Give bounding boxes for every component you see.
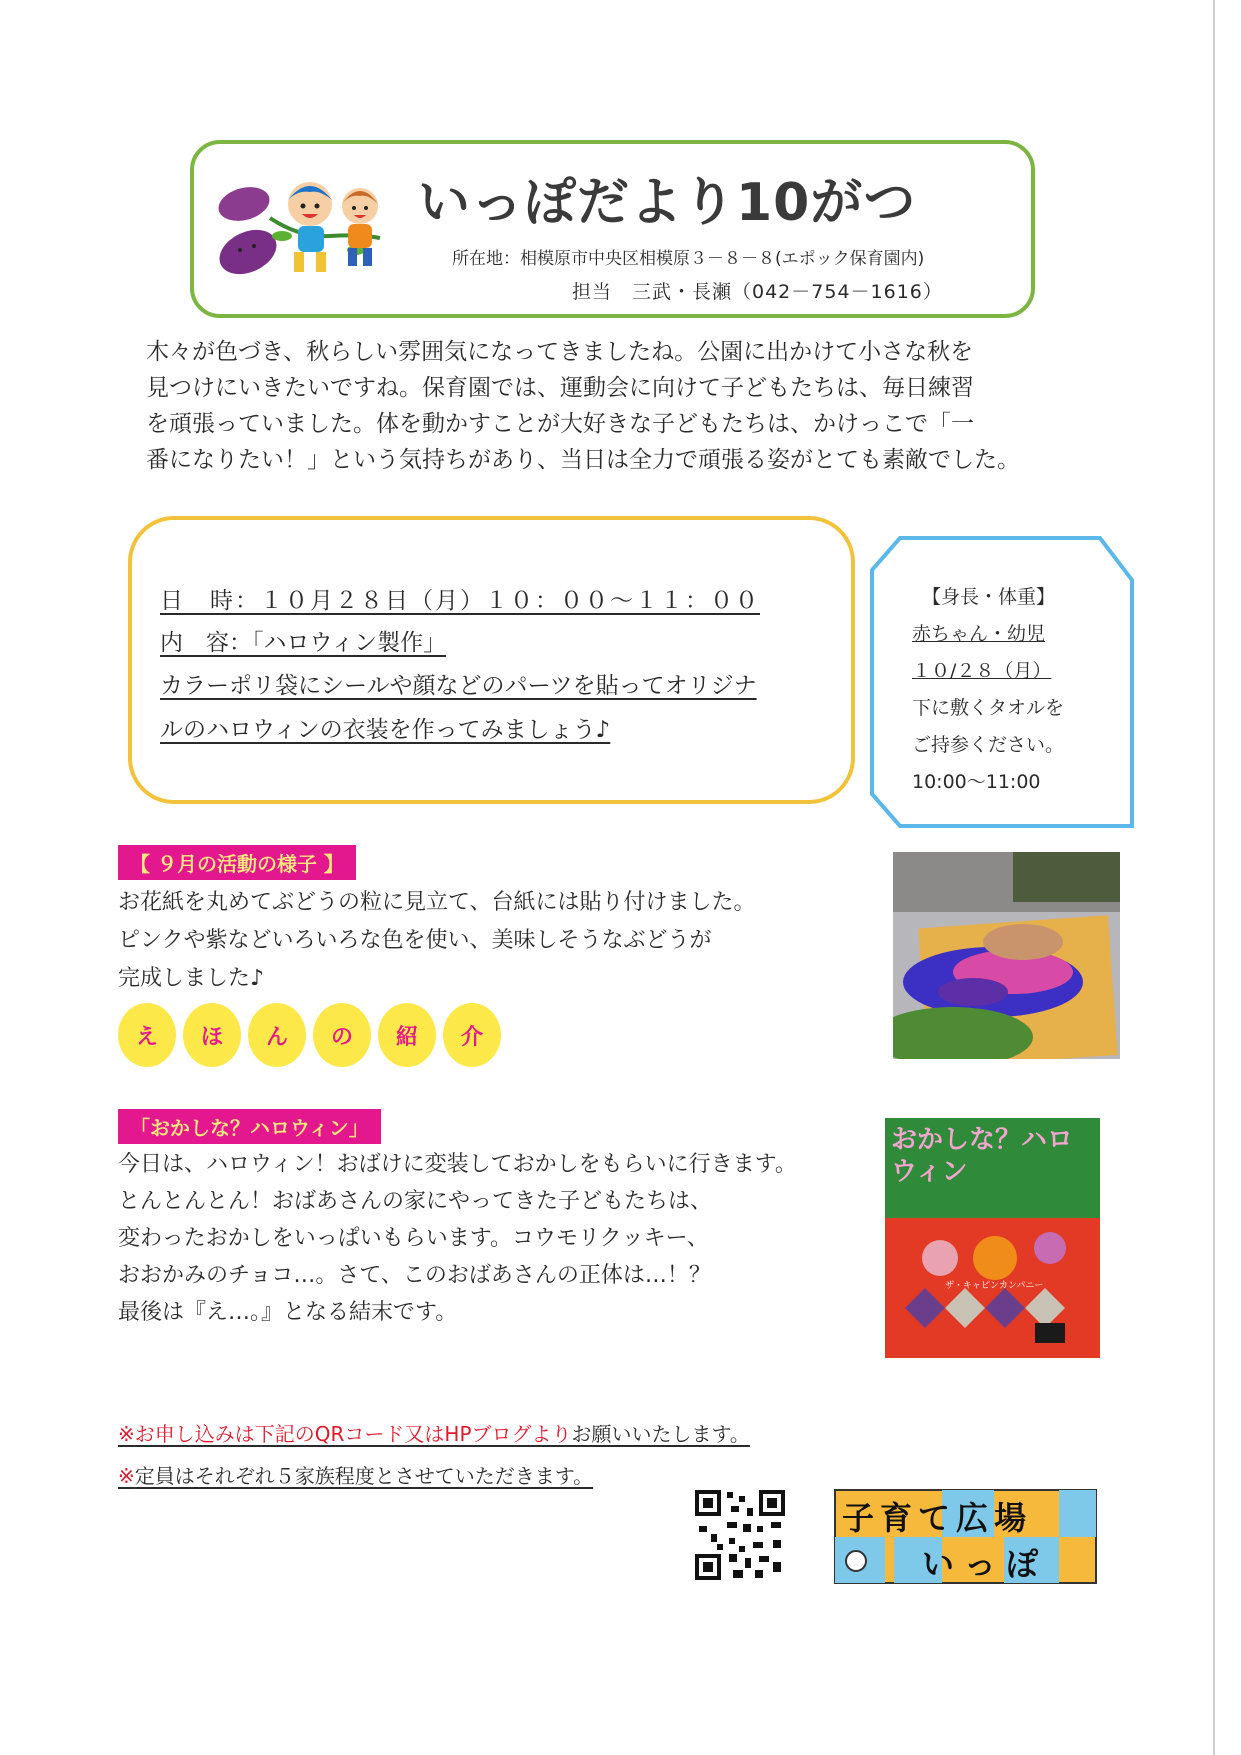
book-line: 今日は、ハロウィン！おばけに変装しておかしをもらいに行きます。 (118, 1152, 797, 1177)
event-frame (128, 516, 855, 804)
ehon-char: 介 (443, 1003, 501, 1067)
ehon-char: の (313, 1003, 371, 1067)
ehon-char: ん (248, 1003, 306, 1067)
book-cover-publisher: ザ・キャピンカンパニー (945, 1281, 1044, 1291)
intro-line: 見つけにいきたいですね。保育園では、運動会に向けて子どもたちは、毎日練習 (146, 375, 974, 401)
measure-target: 赤ちゃん・幼児 (912, 623, 1046, 645)
note-text: 定員はそれぞれ５家族程度とさせていただきます。 (134, 1464, 594, 1488)
event-content: 内 容：「ハロウィン製作」 (160, 630, 447, 656)
event-description: カラーポリ袋にシールや顔などのパーツを貼ってオリジナ (160, 673, 757, 699)
activity-line: 完成しました♪ (118, 966, 265, 991)
measure-note: ご持参ください。 (912, 734, 1065, 756)
kosodate-hiroba-logo (834, 1489, 1097, 1584)
note-mark: ※ (118, 1464, 135, 1488)
logo-char: 広 (956, 1499, 995, 1537)
address: 所在地：相模原市中央区相模原３－８－８(エポック保育園内) (452, 249, 925, 269)
intro-paragraph (146, 334, 1096, 478)
newsletter-title: いっぽだより10がつ (418, 173, 917, 233)
book-description (118, 1146, 797, 1331)
intro-line: 木々が色づき、秋らしい雰囲気になってきましたね。公園に出かけて小さな秋を (146, 339, 974, 365)
book-cover-title: おかしな？ハロウィン (891, 1125, 1074, 1187)
capacity-note (118, 1460, 593, 1489)
note-text: お願いいたします。 (571, 1422, 750, 1446)
measure-note: 下に敷くタオルを (912, 697, 1065, 719)
intro-line: 番になりたい！」という気持ちがあり、当日は全力で頑張る姿がとても素敵でした。 (146, 447, 1020, 473)
logo-char: 場 (994, 1499, 1033, 1537)
activity-line: ピンクや紫などいろいろな色を使い、美味しそうなぶどうが (118, 928, 712, 953)
application-note (118, 1418, 750, 1447)
event-datetime: 日 時：１０月２８日（月）１０：００～１１：００ (160, 588, 760, 614)
measure-time: 10:00～11:00 (912, 771, 1041, 793)
contact-info: 担当 三武・長瀬（042－754－1616） (572, 281, 943, 303)
ehon-char: ほ (183, 1003, 241, 1067)
activity-photo (893, 852, 1120, 1059)
ehon-char: え (118, 1003, 176, 1067)
logo-line1 (842, 1493, 1032, 1539)
kids-illustration (210, 178, 400, 286)
event-description: ルのハロウィンの衣装を作ってみましょう♪ (160, 717, 611, 743)
book-line: 最後は『え…。』となる結末です。 (118, 1300, 458, 1325)
logo-char: ぽ (1006, 1545, 1049, 1583)
qr-code[interactable] (693, 1488, 787, 1582)
book-line: 変わったおかしをいっぱいもらいます。コウモリクッキー、 (118, 1226, 709, 1251)
note-mark: ※ (118, 1422, 135, 1446)
logo-char: 子 (842, 1499, 881, 1537)
logo-char: っ (964, 1545, 1007, 1583)
logo-line2 (922, 1539, 1048, 1585)
book-line: おおかみのチョコ…。さて、このおばあさんの正体は…！？ (118, 1263, 711, 1288)
scan-edge (1213, 0, 1215, 1755)
measure-date: １０/２８（月） (912, 660, 1052, 682)
measure-title: 【身長・体重】 (922, 586, 1056, 608)
book-cover (885, 1118, 1100, 1358)
intro-line: を頑張っていました。体を動かすことが大好きな子どもたちは、かけっこで「一 (146, 411, 974, 437)
activity-text (118, 884, 756, 998)
activity-line: お花紙を丸めてぶどうの粒に見立て、台紙には貼り付けました。 (118, 890, 756, 915)
book-label: 「おかしな？ハロウィン」 (118, 1109, 381, 1144)
logo-char: て (918, 1499, 957, 1537)
logo-char: 育 (880, 1499, 919, 1537)
activity-label: 【 ９月の活動の様子 】 (118, 845, 356, 880)
book-line: とんとんとん！おばあさんの家にやってきた子どもたちは、 (118, 1189, 713, 1214)
note-highlight: お申し込みは下記のQRコード又はHPブログより (134, 1422, 572, 1446)
ehon-char: 紹 (378, 1003, 436, 1067)
logo-char: い (922, 1545, 965, 1583)
